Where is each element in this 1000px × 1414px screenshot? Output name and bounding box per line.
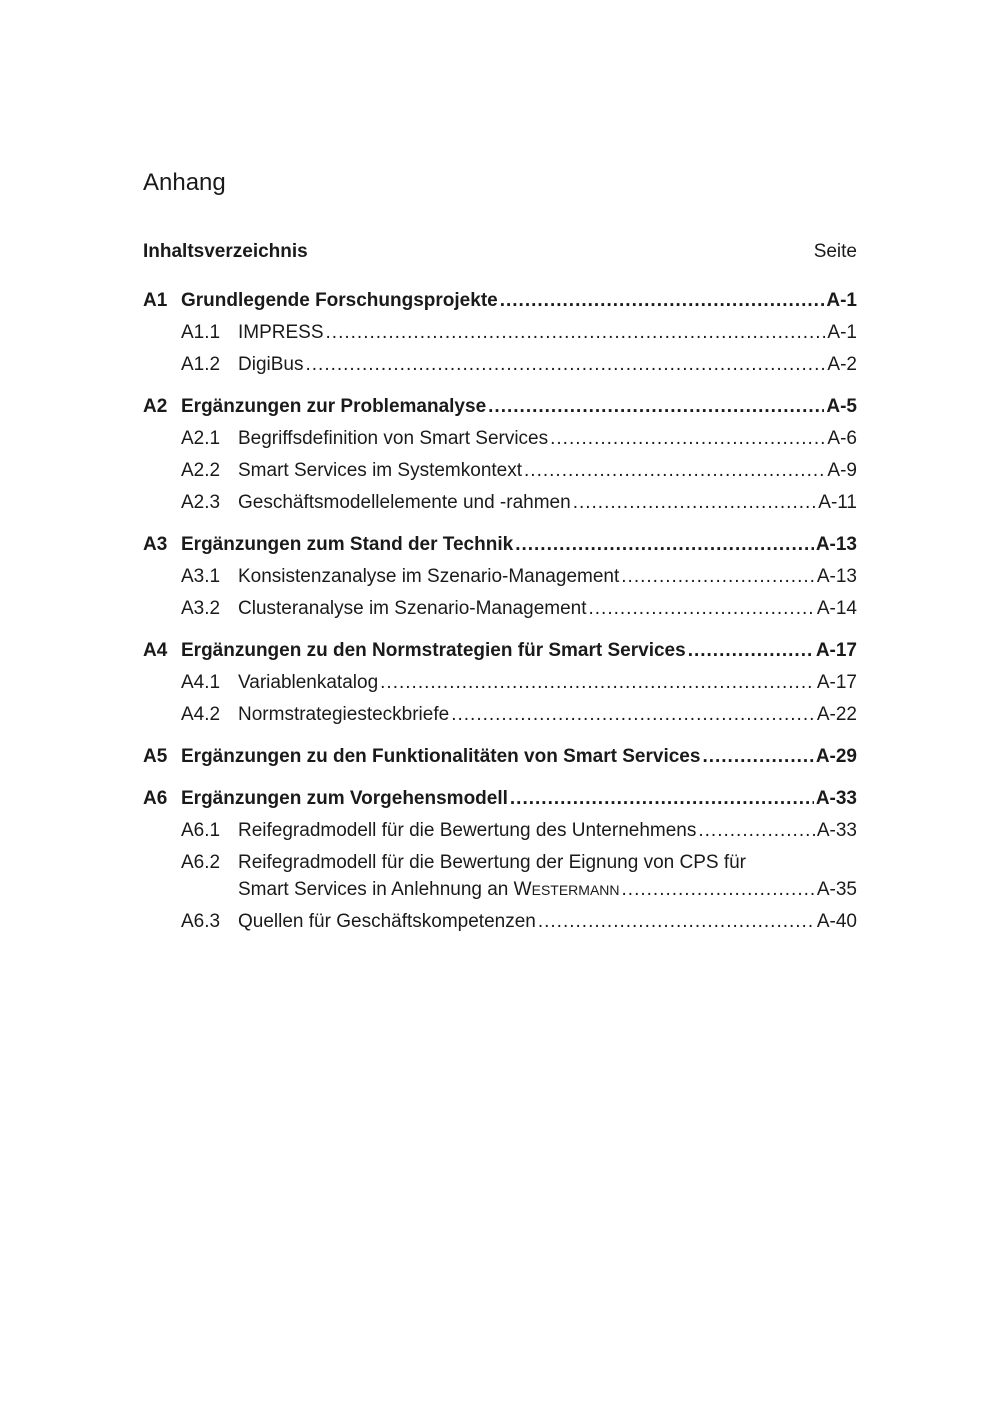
entry-page: A-14 bbox=[816, 598, 857, 619]
entry-page: A-2 bbox=[827, 354, 857, 375]
dot-leader bbox=[621, 565, 815, 589]
entry-page: A-9 bbox=[827, 460, 857, 481]
toc-entry-sub[interactable] bbox=[143, 459, 857, 483]
entry-title: Grundlegende Forschungsprojekte bbox=[181, 290, 498, 311]
entry-page: A-40 bbox=[816, 911, 857, 932]
entry-number: A4.1 bbox=[181, 672, 221, 693]
dot-leader bbox=[550, 427, 825, 451]
entry-number: A6.1 bbox=[181, 820, 221, 841]
toc-entry-main[interactable] bbox=[143, 639, 857, 663]
entry-page: A-6 bbox=[827, 428, 857, 449]
toc-entry-main[interactable] bbox=[143, 745, 857, 769]
toc-label: Inhaltsverzeichnis bbox=[143, 241, 308, 262]
entry-number: A3.1 bbox=[181, 566, 221, 587]
toc-entry-sub-multiline[interactable] bbox=[143, 851, 857, 902]
entry-number: A2.1 bbox=[181, 428, 221, 449]
toc-section bbox=[143, 289, 857, 377]
entry-number: A4.2 bbox=[181, 704, 221, 725]
page-column-label: Seite bbox=[813, 241, 857, 262]
toc-entry-sub[interactable] bbox=[143, 353, 857, 377]
entry-number: A6.3 bbox=[181, 911, 221, 932]
toc-entry-sub[interactable] bbox=[143, 597, 857, 621]
entry-title: Clusteranalyse im Szenario-Management bbox=[238, 598, 587, 619]
entry-title: IMPRESS bbox=[238, 322, 324, 343]
toc-entry-main[interactable] bbox=[143, 533, 857, 557]
toc-entry-main[interactable] bbox=[143, 395, 857, 419]
entry-number: A2 bbox=[143, 396, 168, 417]
entry-title: Ergänzungen zu den Funktionalitäten von Smart Services bbox=[181, 746, 701, 767]
dot-leader bbox=[538, 910, 815, 934]
entry-page: A-22 bbox=[816, 704, 857, 725]
entry-number: A2.2 bbox=[181, 460, 221, 481]
dot-leader bbox=[488, 395, 824, 419]
dot-leader bbox=[698, 819, 814, 843]
entry-page: A-13 bbox=[815, 534, 857, 555]
entry-title: Normstrategiesteckbriefe bbox=[238, 704, 450, 725]
entry-number: A1.2 bbox=[181, 354, 221, 375]
toc-entry-sub[interactable] bbox=[143, 491, 857, 515]
entry-title: Ergänzungen zu den Normstrategien für Smart Services bbox=[181, 640, 686, 661]
entry-number: A1 bbox=[143, 290, 168, 311]
dot-leader bbox=[326, 321, 826, 345]
entry-title-line-1: Reifegradmodell für die Bewertung der Eignung von CPS für bbox=[238, 852, 747, 873]
toc-entry-main[interactable] bbox=[143, 289, 857, 313]
entry-line-2 bbox=[181, 878, 857, 902]
dot-leader bbox=[510, 787, 814, 811]
entry-number: A2.3 bbox=[181, 492, 221, 513]
entry-title: Ergänzungen zur Problemanalyse bbox=[181, 396, 487, 417]
entry-title: Ergänzungen zum Stand der Technik bbox=[181, 534, 514, 555]
dot-leader bbox=[702, 745, 813, 769]
page-title: Anhang bbox=[143, 169, 226, 196]
entry-title: Variablenkatalog bbox=[238, 672, 379, 693]
dot-leader bbox=[451, 703, 815, 727]
entry-title: Ergänzungen zum Vorgehensmodell bbox=[181, 788, 508, 809]
toc-entry-sub[interactable] bbox=[143, 321, 857, 345]
dot-leader bbox=[515, 533, 814, 557]
entry-number: A6.2 bbox=[181, 852, 221, 873]
entry-number: A4 bbox=[143, 640, 168, 661]
entry-page: A-1 bbox=[827, 322, 857, 343]
entry-number: A6 bbox=[143, 788, 168, 809]
toc-section bbox=[143, 745, 857, 769]
entry-page: A-5 bbox=[826, 396, 857, 417]
dot-leader bbox=[688, 639, 814, 663]
entry-page: A-13 bbox=[816, 566, 857, 587]
toc-header bbox=[143, 240, 857, 264]
dot-leader bbox=[524, 459, 825, 483]
entry-page: A-1 bbox=[826, 290, 857, 311]
entry-page: A-17 bbox=[816, 672, 857, 693]
entry-page: A-35 bbox=[816, 879, 857, 900]
author-initial: W bbox=[513, 879, 532, 900]
entry-title: Begriffsdefinition von Smart Services bbox=[238, 428, 549, 449]
dot-leader bbox=[622, 878, 815, 902]
entry-title-line-2 bbox=[238, 878, 620, 902]
dot-leader bbox=[573, 491, 817, 515]
toc-section bbox=[143, 639, 857, 727]
author-rest: ESTERMANN bbox=[531, 882, 620, 898]
entry-title: Quellen für Geschäftskompetenzen bbox=[238, 911, 536, 932]
entry-title-line-2-text: Smart Services in Anlehnung an bbox=[238, 879, 514, 900]
entry-number: A3 bbox=[143, 534, 168, 555]
toc-entry-sub[interactable] bbox=[143, 819, 857, 843]
dot-leader bbox=[589, 597, 815, 621]
toc-section bbox=[143, 533, 857, 621]
table-of-contents bbox=[143, 289, 857, 952]
entry-title: Smart Services im Systemkontext bbox=[238, 460, 523, 481]
entry-page: A-17 bbox=[815, 640, 857, 661]
toc-entry-sub[interactable] bbox=[143, 703, 857, 727]
toc-entry-main[interactable] bbox=[143, 787, 857, 811]
toc-entry-sub[interactable] bbox=[143, 910, 857, 934]
entry-line-1 bbox=[181, 851, 857, 875]
toc-section bbox=[143, 395, 857, 515]
entry-title: DigiBus bbox=[238, 354, 304, 375]
dot-leader bbox=[305, 353, 825, 377]
toc-entry-sub[interactable] bbox=[143, 565, 857, 589]
toc-entry-sub[interactable] bbox=[143, 427, 857, 451]
entry-page: A-11 bbox=[818, 492, 857, 513]
entry-title: Konsistenzanalyse im Szenario-Management bbox=[238, 566, 620, 587]
toc-entry-sub[interactable] bbox=[143, 671, 857, 695]
dot-leader bbox=[380, 671, 815, 695]
entry-page: A-33 bbox=[816, 820, 857, 841]
entry-title: Geschäftsmodellelemente und -rahmen bbox=[238, 492, 571, 513]
entry-number: A3.2 bbox=[181, 598, 221, 619]
toc-section bbox=[143, 787, 857, 934]
entry-page: A-29 bbox=[815, 746, 857, 767]
entry-number: A1.1 bbox=[181, 322, 221, 343]
entry-title: Reifegradmodell für die Bewertung des Unternehmens bbox=[238, 820, 697, 841]
entry-number: A5 bbox=[143, 746, 168, 767]
entry-page: A-33 bbox=[815, 788, 857, 809]
dot-leader bbox=[500, 289, 825, 313]
